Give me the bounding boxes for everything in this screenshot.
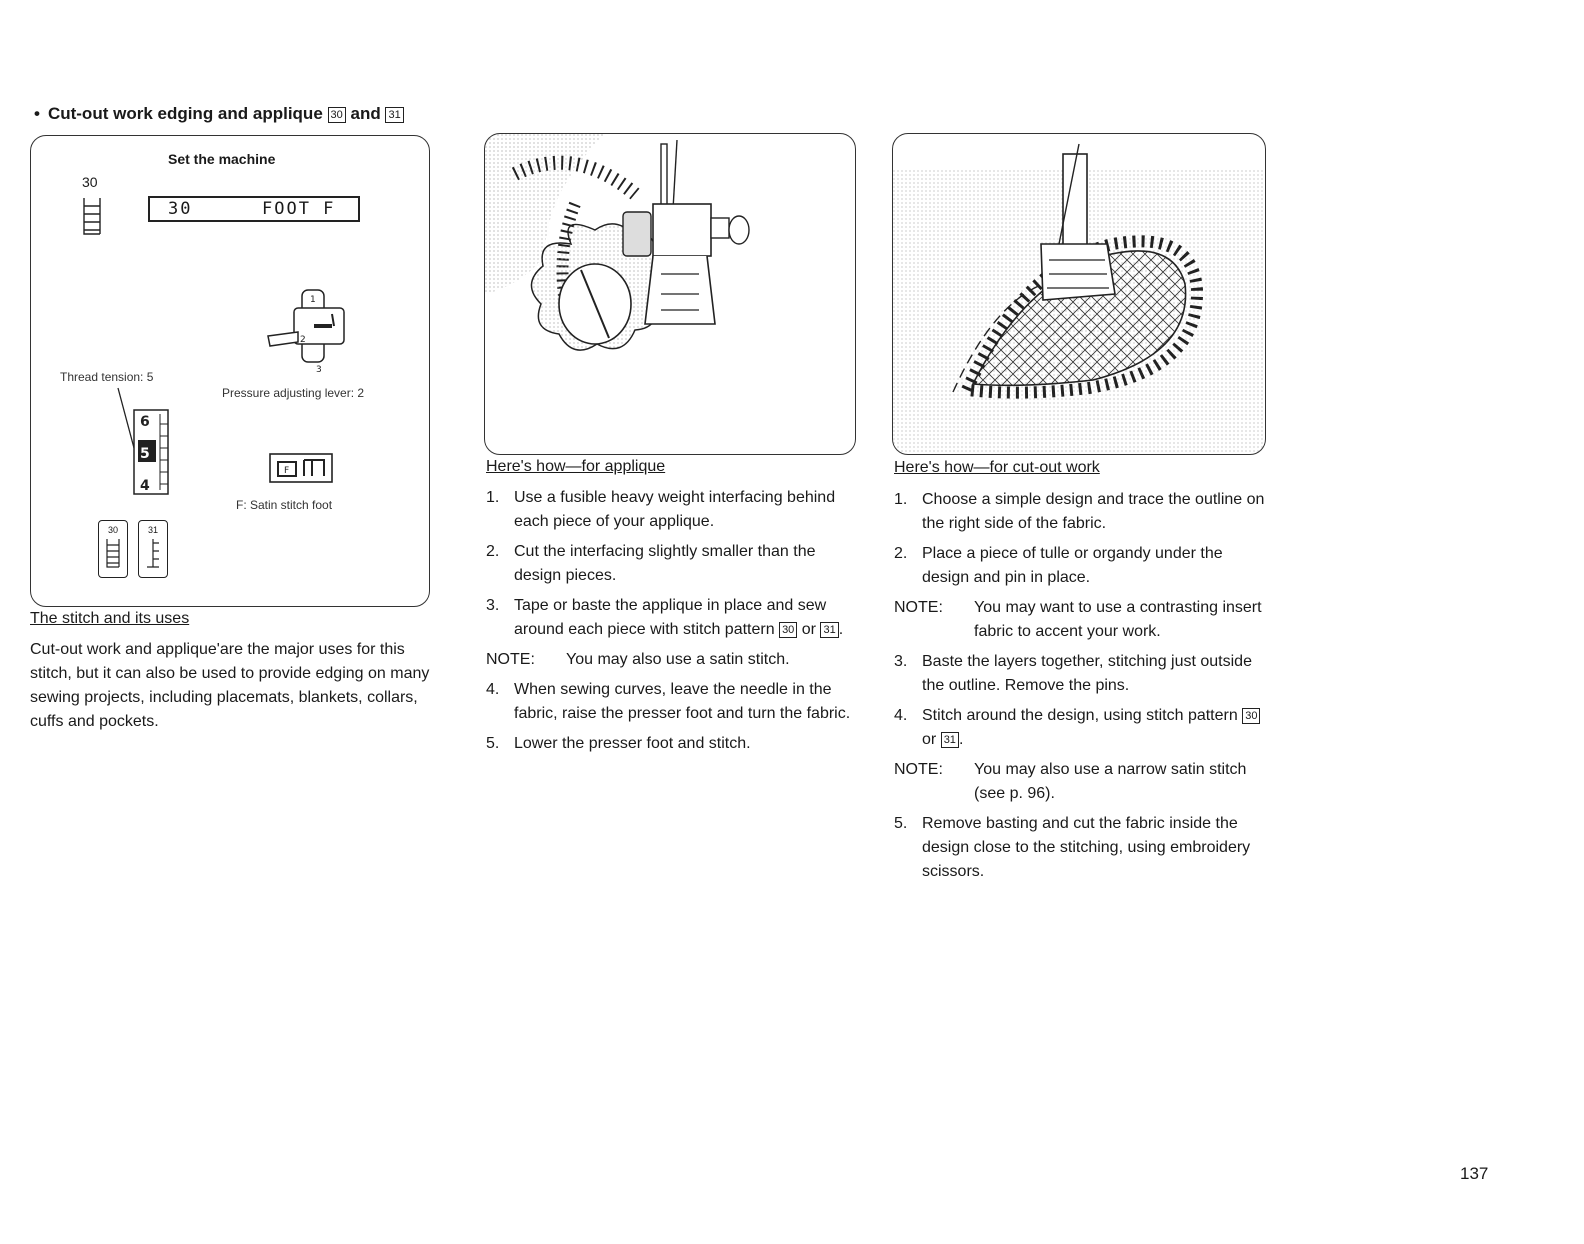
step-period: . — [958, 731, 964, 748]
satin-foot-icon — [266, 448, 336, 488]
step-number: 4. — [894, 707, 908, 724]
uses-title: The stitch and its uses — [30, 610, 190, 627]
list-item — [486, 594, 862, 642]
step-text: Cut the interfacing slightly smaller than the design pieces. — [514, 543, 816, 584]
page-number: 137 — [1460, 1164, 1489, 1183]
pattern-box-30: 30 — [1242, 708, 1260, 724]
list-item — [894, 542, 1266, 590]
step-number: 5. — [486, 735, 500, 752]
list-item — [894, 704, 1266, 752]
bullet: • — [34, 104, 40, 123]
tension-dial-icon — [104, 384, 174, 500]
stitch-pattern-icon — [78, 194, 108, 242]
step-number: 2. — [894, 545, 908, 562]
section-heading — [34, 104, 404, 124]
list-item — [894, 812, 1266, 884]
list-item — [894, 650, 1266, 698]
step-number: 1. — [486, 489, 500, 506]
step-or: or — [801, 621, 816, 638]
uses-text: Cut-out work and applique'are the major uses for this stitch, but it can also be used to provide edging on many sewing projects, including placemats, blankets, collars, cuffs and pockets. — [30, 641, 430, 730]
note-text: You may want to use a contrasting insert fabric to accent your work. — [974, 599, 1262, 640]
pattern-key-30-label: 30 — [107, 525, 118, 535]
thread-tension-label: Thread tension: 5 — [60, 370, 154, 384]
cutout-title: Here's how—for cut-out work — [894, 459, 1100, 476]
note-text: You may also use a narrow satin stitch (see p. 96). — [974, 761, 1247, 802]
pressure-dial-1: 1 — [310, 295, 316, 305]
foot-label: F: Satin stitch foot — [236, 498, 333, 512]
tension-dial-6: 6 — [140, 414, 150, 430]
step-number: 5. — [894, 815, 908, 832]
list-item — [486, 732, 862, 756]
pattern-key-30-icon — [99, 535, 127, 571]
note — [894, 596, 1266, 644]
step-number: 3. — [486, 597, 500, 614]
applique-title: Here's how—for applique — [486, 458, 666, 475]
pattern-key-31 — [138, 520, 168, 578]
step-text: Stitch around the design, using stitch pattern — [922, 707, 1238, 724]
list-item — [486, 540, 862, 588]
note-label: NOTE: — [894, 761, 943, 778]
note-label: NOTE: — [894, 599, 943, 616]
step-text: Tape or baste the applique in place and sew around each piece with stitch pattern — [514, 597, 827, 638]
step-or: or — [922, 731, 937, 748]
step-number: 3. — [894, 653, 908, 670]
list-item — [486, 486, 862, 534]
pattern-key-30 — [98, 520, 128, 578]
note — [894, 758, 1266, 806]
pressure-label: Pressure adjusting lever: 2 — [222, 386, 365, 400]
tension-dial-4: 4 — [140, 478, 150, 494]
pattern-number: 30 — [82, 174, 98, 190]
step-text: Choose a simple design and trace the outline on the right side of the fabric. — [922, 491, 1265, 532]
pattern-key-31-label: 31 — [147, 525, 158, 535]
step-number: 2. — [486, 543, 500, 560]
lcd-display — [148, 196, 360, 222]
note — [486, 648, 862, 672]
step-number: 1. — [894, 491, 908, 508]
list-item — [894, 488, 1266, 536]
settings-title: Set the machine — [168, 151, 276, 167]
lcd-foot: FOOT F — [262, 199, 336, 219]
step-period: . — [838, 621, 844, 638]
note-label: NOTE: — [486, 651, 535, 668]
applique-drawing — [485, 134, 856, 455]
heading-connector: and — [350, 104, 381, 123]
step-text: Use a fusible heavy weight interfacing behind each piece of your applique. — [514, 489, 836, 530]
step-text: When sewing curves, leave the needle in the fabric, raise the presser foot and turn the fabric. — [514, 681, 851, 722]
applique-steps — [486, 486, 862, 762]
cutout-illustration — [892, 133, 1266, 455]
note-text: You may also use a satin stitch. — [566, 651, 790, 668]
pattern-box-30: 30 — [779, 622, 797, 638]
cutout-steps — [894, 488, 1266, 890]
cutout-drawing — [893, 134, 1266, 455]
pressure-lever-icon — [258, 286, 354, 382]
pattern-key-31-icon — [139, 535, 167, 571]
pressure-dial-2: 2 — [300, 335, 306, 345]
pressure-dial-3: 3 — [316, 365, 322, 375]
lcd-pattern: 30 — [168, 199, 193, 219]
step-number: 4. — [486, 681, 500, 698]
step-text: Lower the presser foot and stitch. — [514, 735, 751, 752]
heading-text: Cut-out work edging and applique — [47, 104, 323, 123]
step-text: Remove basting and cut the fabric inside the design close to the stitching, using embroidery scissors. — [922, 815, 1251, 880]
list-item — [486, 678, 862, 726]
pattern-box-31: 31 — [385, 107, 403, 123]
tension-dial-5: 5 — [140, 446, 150, 462]
step-text: Place a piece of tulle or organdy under the design and pin in place. — [922, 545, 1223, 586]
pattern-box-31: 31 — [941, 732, 959, 748]
foot-code: F — [284, 466, 290, 476]
pattern-box-31: 31 — [820, 622, 838, 638]
pattern-box-30: 30 — [328, 107, 346, 123]
step-text: Baste the layers together, stitching just outside the outline. Remove the pins. — [922, 653, 1252, 694]
applique-illustration — [484, 133, 856, 455]
